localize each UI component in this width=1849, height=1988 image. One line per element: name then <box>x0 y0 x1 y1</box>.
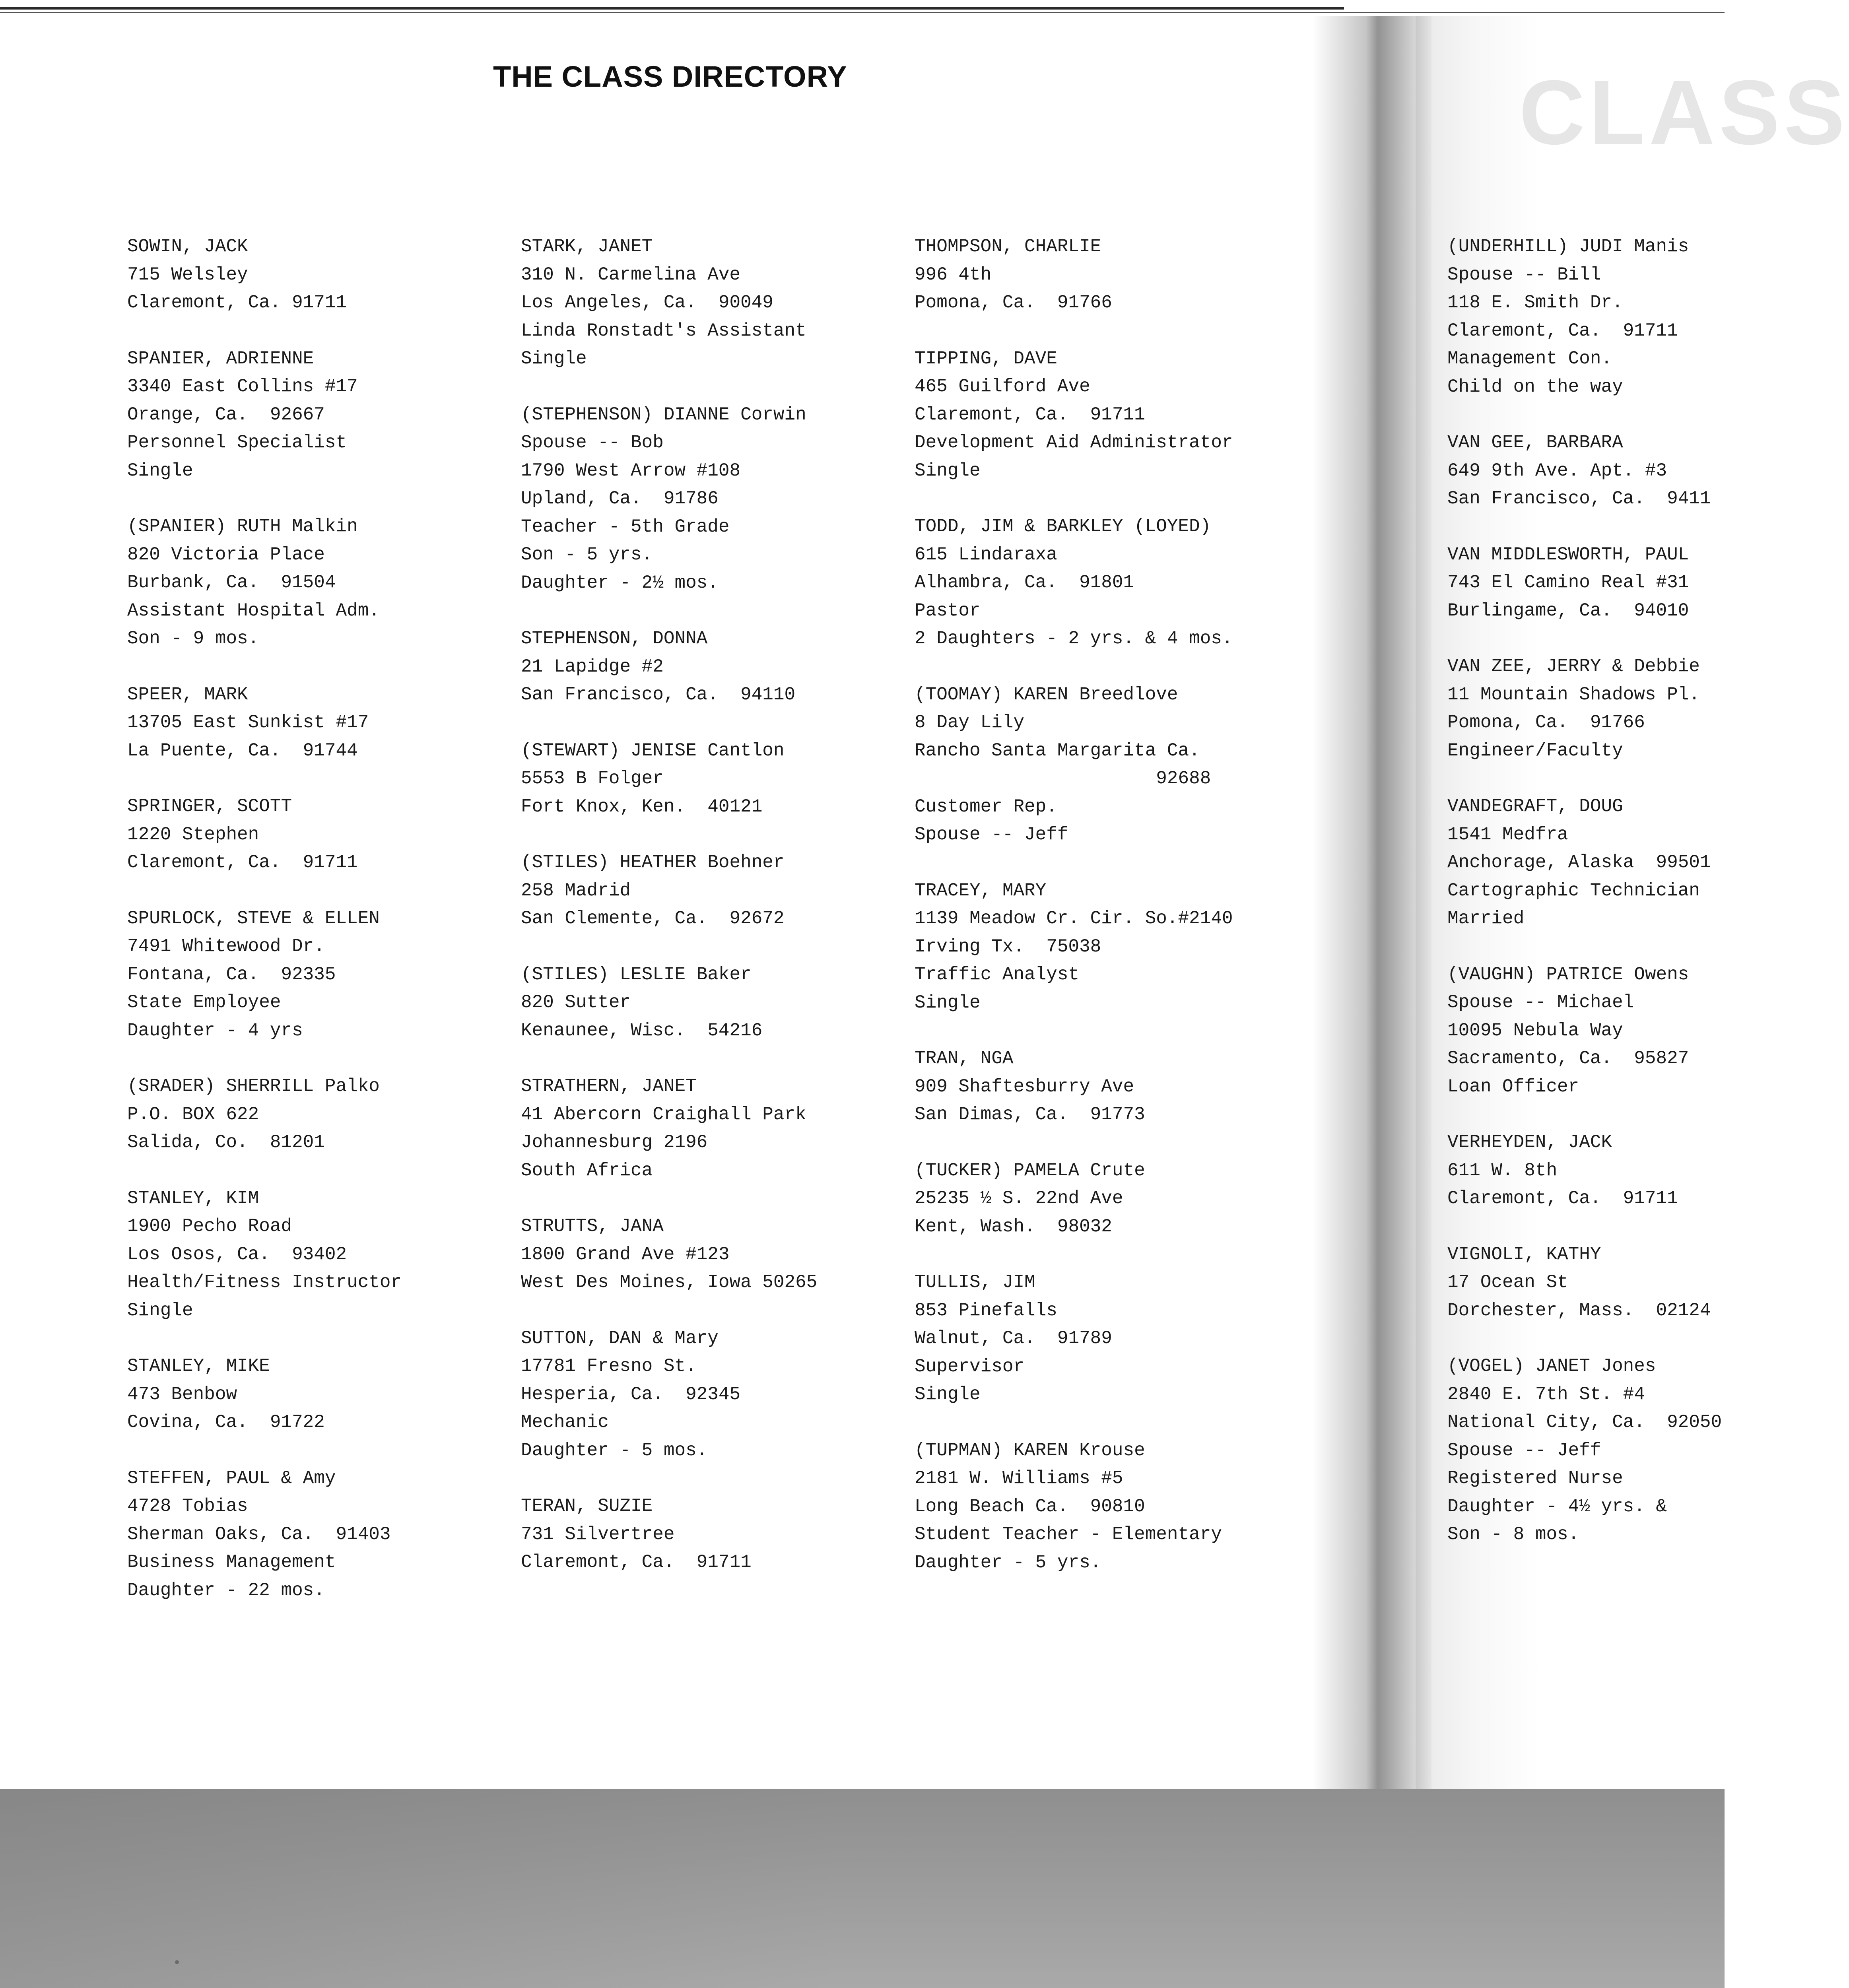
directory-entry <box>915 877 1296 1017</box>
entry-name: SPRINGER, SCOTT <box>127 796 292 817</box>
entry-detail-line: Kenaunee, Wisc. 54216 <box>521 1020 763 1041</box>
entry-detail-line: 853 Pinefalls <box>915 1300 1057 1321</box>
entry-detail-line: Single <box>521 348 587 369</box>
entry-name: SPURLOCK, STEVE & ELLEN <box>127 908 380 929</box>
entry-name: (SPANIER) RUTH Malkin <box>127 516 358 537</box>
directory-entry <box>915 1268 1296 1409</box>
entry-detail-line: 41 Abercorn Craighall Park <box>521 1104 806 1125</box>
entry-detail-line: Single <box>127 460 193 481</box>
directory-entry <box>127 681 509 765</box>
entry-name: STRATHERN, JANET <box>521 1076 697 1097</box>
entry-detail-line: San Dimas, Ca. 91773 <box>915 1104 1145 1125</box>
directory-entry <box>521 1492 903 1576</box>
directory-entry <box>127 1352 509 1437</box>
entry-detail-line: 1541 Medfra <box>1447 824 1568 845</box>
entry-detail-line: Pastor <box>915 600 981 621</box>
entry-name: STARK, JANET <box>521 236 653 257</box>
entry-detail-line: Spouse -- Michael <box>1447 992 1634 1013</box>
directory-entry <box>915 513 1296 653</box>
entry-detail-line: Mechanic <box>521 1412 609 1433</box>
entry-name: (STEWART) JENISE Cantlon <box>521 740 785 761</box>
entry-detail-line: National City, Ca. 92050 <box>1447 1412 1722 1433</box>
entry-detail-line: 1139 Meadow Cr. Cir. So.#2140 <box>915 908 1233 929</box>
entry-detail-line: Daughter - 4½ yrs. & <box>1447 1496 1667 1517</box>
directory-entry <box>127 233 509 317</box>
entry-detail-line: La Puente, Ca. 91744 <box>127 740 358 761</box>
entry-detail-line: Los Osos, Ca. 93402 <box>127 1244 347 1265</box>
entry-detail-line: Married <box>1447 908 1525 929</box>
entry-detail-line: Spouse -- Bob <box>521 432 664 453</box>
directory-entry <box>127 1464 509 1605</box>
scan-speck <box>175 1960 179 1964</box>
entry-detail-line: Claremont, Ca. 91711 <box>1447 320 1678 341</box>
entry-detail-line: 13705 East Sunkist #17 <box>127 712 369 733</box>
entry-detail-line: 118 E. Smith Dr. <box>1447 292 1623 313</box>
entry-name: (VOGEL) JANET Jones <box>1447 1356 1656 1376</box>
directory-entry <box>127 513 509 653</box>
entry-detail-line: South Africa <box>521 1160 653 1181</box>
entry-detail-line: Upland, Ca. 91786 <box>521 488 719 509</box>
scanner-bed-shade <box>0 1789 1392 1988</box>
entry-detail-line: Son - 8 mos. <box>1447 1524 1579 1545</box>
entry-detail-line: Linda Ronstadt's Assistant <box>521 320 806 341</box>
entry-name: SPANIER, ADRIENNE <box>127 348 314 369</box>
entry-detail-line: 1900 Pecho Road <box>127 1216 292 1237</box>
entry-detail-line: 2 Daughters - 2 yrs. & 4 mos. <box>915 628 1233 649</box>
entry-detail-line: Pomona, Ca. 91766 <box>1447 712 1645 733</box>
directory-entry <box>127 1072 509 1157</box>
entry-detail-line: Daughter - 5 mos. <box>521 1440 708 1461</box>
entry-detail-line: 5553 B Folger <box>521 768 664 789</box>
directory-entry <box>1447 1352 1722 1549</box>
entry-detail-line: Son - 5 yrs. <box>521 544 653 565</box>
entry-name: VANDEGRAFT, DOUG <box>1447 796 1623 817</box>
directory-entry <box>127 792 509 877</box>
entry-detail-line: Claremont, Ca. 91711 <box>127 852 358 873</box>
entry-detail-line: San Francisco, Ca. 94110 <box>521 684 796 705</box>
entry-detail-line: 4728 Tobias <box>127 1496 248 1516</box>
entry-name: (UNDERHILL) JUDI Manis <box>1447 236 1689 257</box>
entry-detail-line: Spouse -- Jeff <box>1447 1440 1601 1461</box>
directory-entry <box>521 848 903 933</box>
directory-entry <box>915 1157 1296 1241</box>
entry-detail-line: Health/Fitness Instructor <box>127 1272 402 1293</box>
entry-detail-line: Burbank, Ca. 91504 <box>127 572 336 593</box>
entry-detail-line: 743 El Camino Real #31 <box>1447 572 1689 593</box>
entry-detail-line: Daughter - 2½ mos. <box>521 572 719 593</box>
entry-detail-line: 1790 West Arrow #108 <box>521 460 741 481</box>
entry-detail-line: Alhambra, Ca. 91801 <box>915 572 1134 593</box>
entry-name: (STILES) HEATHER Boehner <box>521 852 785 873</box>
entry-detail-line: 465 Guilford Ave <box>915 376 1090 397</box>
entry-name: (VAUGHN) PATRICE Owens <box>1447 964 1689 985</box>
entry-detail-line: Anchorage, Alaska 99501 <box>1447 852 1711 873</box>
entry-detail-line: Orange, Ca. 92667 <box>127 404 325 425</box>
top-edge-line <box>0 7 1344 10</box>
entry-name: STANLEY, MIKE <box>127 1356 270 1376</box>
entry-detail-line: Dorchester, Mass. 02124 <box>1447 1300 1711 1321</box>
entry-detail-line: 2840 E. 7th St. #4 <box>1447 1384 1645 1405</box>
entry-name: VERHEYDEN, JACK <box>1447 1132 1612 1153</box>
entry-name: STANLEY, KIM <box>127 1188 259 1209</box>
entry-detail-line: Claremont, Ca. 91711 <box>915 404 1145 425</box>
entry-detail-line: Single <box>915 460 981 481</box>
directory-entry <box>915 1044 1296 1129</box>
entry-detail-line: Daughter - 4 yrs <box>127 1020 303 1041</box>
directory-column-4 <box>1447 233 1722 1576</box>
entry-detail-line: Registered Nurse <box>1447 1468 1623 1489</box>
entry-detail-line: 3340 East Collins #17 <box>127 376 358 397</box>
entry-detail-line: 731 Silvertree <box>521 1524 675 1545</box>
entry-detail-line: 17781 Fresno St. <box>521 1356 697 1376</box>
page-title: THE CLASS DIRECTORY <box>493 60 847 93</box>
entry-detail-line: Sacramento, Ca. 95827 <box>1447 1048 1689 1069</box>
entry-detail-line: 715 Welsley <box>127 264 248 285</box>
entry-detail-line: Long Beach Ca. 90810 <box>915 1496 1145 1517</box>
entry-detail-line: 7491 Whitewood Dr. <box>127 936 325 957</box>
entry-detail-line: Teacher - 5th Grade <box>521 516 730 537</box>
entry-detail-line: Student Teacher - Elementary <box>915 1524 1222 1545</box>
entry-detail-line: San Francisco, Ca. 9411 <box>1447 488 1711 509</box>
entry-detail-line: San Clemente, Ca. 92672 <box>521 908 785 929</box>
entry-name: SOWIN, JACK <box>127 236 248 257</box>
entry-detail-line: Single <box>127 1300 193 1321</box>
entry-name: TERAN, SUZIE <box>521 1496 653 1516</box>
entry-detail-line: Development Aid Administrator <box>915 432 1233 453</box>
entry-name: (TUCKER) PAMELA Crute <box>915 1160 1145 1181</box>
entry-detail-line: Daughter - 22 mos. <box>127 1580 325 1601</box>
entry-name: VAN ZEE, JERRY & Debbie <box>1447 656 1700 677</box>
entry-detail-line: 10095 Nebula Way <box>1447 1020 1623 1041</box>
entry-name: (SRADER) SHERRILL Palko <box>127 1076 380 1097</box>
entry-detail-line: 258 Madrid <box>521 880 631 901</box>
directory-entry <box>521 233 903 373</box>
entry-detail-line: Daughter - 5 yrs. <box>915 1552 1101 1573</box>
entry-detail-line: 1220 Stephen <box>127 824 259 845</box>
entry-detail-line: Personnel Specialist <box>127 432 347 453</box>
entry-detail-line: 615 Lindaraxa <box>915 544 1057 565</box>
entry-detail-line: Single <box>915 1384 981 1405</box>
directory-entry <box>127 905 509 1045</box>
entry-detail-line: 996 4th <box>915 264 992 285</box>
entry-detail-line: 820 Sutter <box>521 992 631 1013</box>
directory-entry <box>1447 233 1722 401</box>
entry-detail-line: 11 Mountain Shadows Pl. <box>1447 684 1700 705</box>
directory-column-3 <box>915 233 1296 1604</box>
top-edge-line-2 <box>0 12 1725 13</box>
entry-detail-line: Supervisor <box>915 1356 1025 1377</box>
directory-entry <box>521 401 903 597</box>
entry-detail-line: Johannesburg 2196 <box>521 1132 708 1153</box>
entry-detail-line: Los Angeles, Ca. 90049 <box>521 292 773 313</box>
entry-detail-line: Son - 9 mos. <box>127 628 259 649</box>
entry-detail-line: State Employee <box>127 992 281 1013</box>
entry-detail-line: Covina, Ca. 91722 <box>127 1412 325 1433</box>
page-gutter-shadow <box>1312 16 1431 1789</box>
entry-detail-line: Customer Rep. <box>915 796 1057 817</box>
entry-detail-line: 21 Lapidge #2 <box>521 656 664 677</box>
entry-detail-line: Spouse -- Jeff <box>915 824 1068 845</box>
entry-detail-line: 2181 W. Williams #5 <box>915 1468 1123 1489</box>
entry-detail-line: 820 Victoria Place <box>127 544 325 565</box>
entry-name: THOMPSON, CHARLIE <box>915 236 1101 257</box>
entry-detail-line: 473 Benbow <box>127 1384 237 1405</box>
directory-entry <box>521 1072 903 1184</box>
entry-name: VAN MIDDLESWORTH, PAUL <box>1447 544 1689 565</box>
entry-detail-line: Traffic Analyst <box>915 964 1080 985</box>
directory-column-1 <box>127 233 509 1632</box>
entry-name: TODD, JIM & BARKLEY (LOYED) <box>915 516 1211 537</box>
entry-detail-line: Fort Knox, Ken. 40121 <box>521 796 763 817</box>
entry-detail-line: Engineer/Faculty <box>1447 740 1623 761</box>
entry-detail-line: Loan Officer <box>1447 1076 1579 1097</box>
entry-name: (TUPMAN) KAREN Krouse <box>915 1440 1145 1461</box>
directory-entry <box>1447 961 1722 1101</box>
directory-entry <box>521 625 903 709</box>
entry-name: SUTTON, DAN & Mary <box>521 1328 719 1349</box>
entry-detail-line: P.O. BOX 622 <box>127 1104 259 1125</box>
directory-entry <box>1447 1128 1722 1213</box>
directory-entry <box>1447 1241 1722 1325</box>
entry-detail-line: 8 Day Lily <box>915 712 1025 733</box>
directory-entry <box>521 961 903 1045</box>
directory-entry <box>521 737 903 821</box>
entry-name: SPEER, MARK <box>127 684 248 705</box>
entry-detail-line: 25235 ½ S. 22nd Ave <box>915 1188 1123 1209</box>
entry-detail-line: 310 N. Carmelina Ave <box>521 264 741 285</box>
entry-detail-line: 17 Ocean St <box>1447 1272 1568 1293</box>
faint-facing-page-heading: CLASS <box>1519 61 1849 163</box>
entry-detail-line: Single <box>915 992 981 1013</box>
entry-detail-line: West Des Moines, Iowa 50265 <box>521 1272 818 1293</box>
entry-detail-line: Spouse -- Bill <box>1447 264 1601 285</box>
entry-name: STEFFEN, PAUL & Amy <box>127 1468 336 1489</box>
entry-detail-line: Claremont, Ca. 91711 <box>521 1552 752 1573</box>
entry-name: (STILES) LESLIE Baker <box>521 964 752 985</box>
entry-detail-line: 649 9th Ave. Apt. #3 <box>1447 460 1667 481</box>
entry-detail-line: 1800 Grand Ave #123 <box>521 1244 730 1265</box>
entry-detail-line: Business Management <box>127 1552 336 1573</box>
entry-name: VIGNOLI, KATHY <box>1447 1244 1601 1265</box>
entry-detail-line: 92688 <box>915 768 1211 789</box>
directory-entry <box>915 345 1296 485</box>
directory-entry <box>521 1324 903 1465</box>
entry-detail-line: Cartographic Technician <box>1447 880 1700 901</box>
entry-name: TRAN, NGA <box>915 1048 1014 1069</box>
entry-detail-line: Assistant Hospital Adm. <box>127 600 380 621</box>
entry-detail-line: 611 W. 8th <box>1447 1160 1558 1181</box>
entry-detail-line: Claremont, Ca. 91711 <box>127 292 347 313</box>
entry-detail-line: Sherman Oaks, Ca. 91403 <box>127 1524 391 1545</box>
entry-name: STRUTTS, JANA <box>521 1216 664 1237</box>
entry-detail-line: 909 Shaftesburry Ave <box>915 1076 1134 1097</box>
entry-name: STEPHENSON, DONNA <box>521 628 708 649</box>
entry-detail-line: Pomona, Ca. 91766 <box>915 292 1112 313</box>
entry-detail-line: Fontana, Ca. 92335 <box>127 964 336 985</box>
entry-detail-line: Child on the way <box>1447 376 1623 397</box>
directory-entry <box>1447 792 1722 933</box>
entry-detail-line: Walnut, Ca. 91789 <box>915 1328 1112 1349</box>
entry-detail-line: Burlingame, Ca. 94010 <box>1447 600 1689 621</box>
directory-entry <box>127 345 509 485</box>
directory-entry <box>915 233 1296 317</box>
entry-name: (TOOMAY) KAREN Breedlove <box>915 684 1178 705</box>
entry-detail-line: Management Con. <box>1447 348 1612 369</box>
entry-name: (STEPHENSON) DIANNE Corwin <box>521 404 806 425</box>
directory-entry <box>521 1212 903 1297</box>
entry-name: TIPPING, DAVE <box>915 348 1057 369</box>
entry-name: TRACEY, MARY <box>915 880 1047 901</box>
entry-detail-line: Rancho Santa Margarita Ca. <box>915 740 1200 761</box>
entry-detail-line: Irving Tx. 75038 <box>915 936 1101 957</box>
entry-detail-line: Kent, Wash. 98032 <box>915 1216 1112 1237</box>
directory-entry <box>915 1437 1296 1577</box>
directory-column-2 <box>521 233 903 1604</box>
entry-detail-line: Salida, Co. 81201 <box>127 1132 325 1153</box>
entry-name: TULLIS, JIM <box>915 1272 1035 1293</box>
directory-entry <box>1447 652 1722 765</box>
directory-entry <box>127 1184 509 1325</box>
entry-detail-line: Hesperia, Ca. 92345 <box>521 1384 741 1405</box>
entry-name: VAN GEE, BARBARA <box>1447 432 1623 453</box>
directory-entry <box>1447 541 1722 625</box>
directory-entry <box>1447 429 1722 513</box>
entry-detail-line: Claremont, Ca. 91711 <box>1447 1188 1678 1209</box>
directory-entry <box>915 681 1296 849</box>
